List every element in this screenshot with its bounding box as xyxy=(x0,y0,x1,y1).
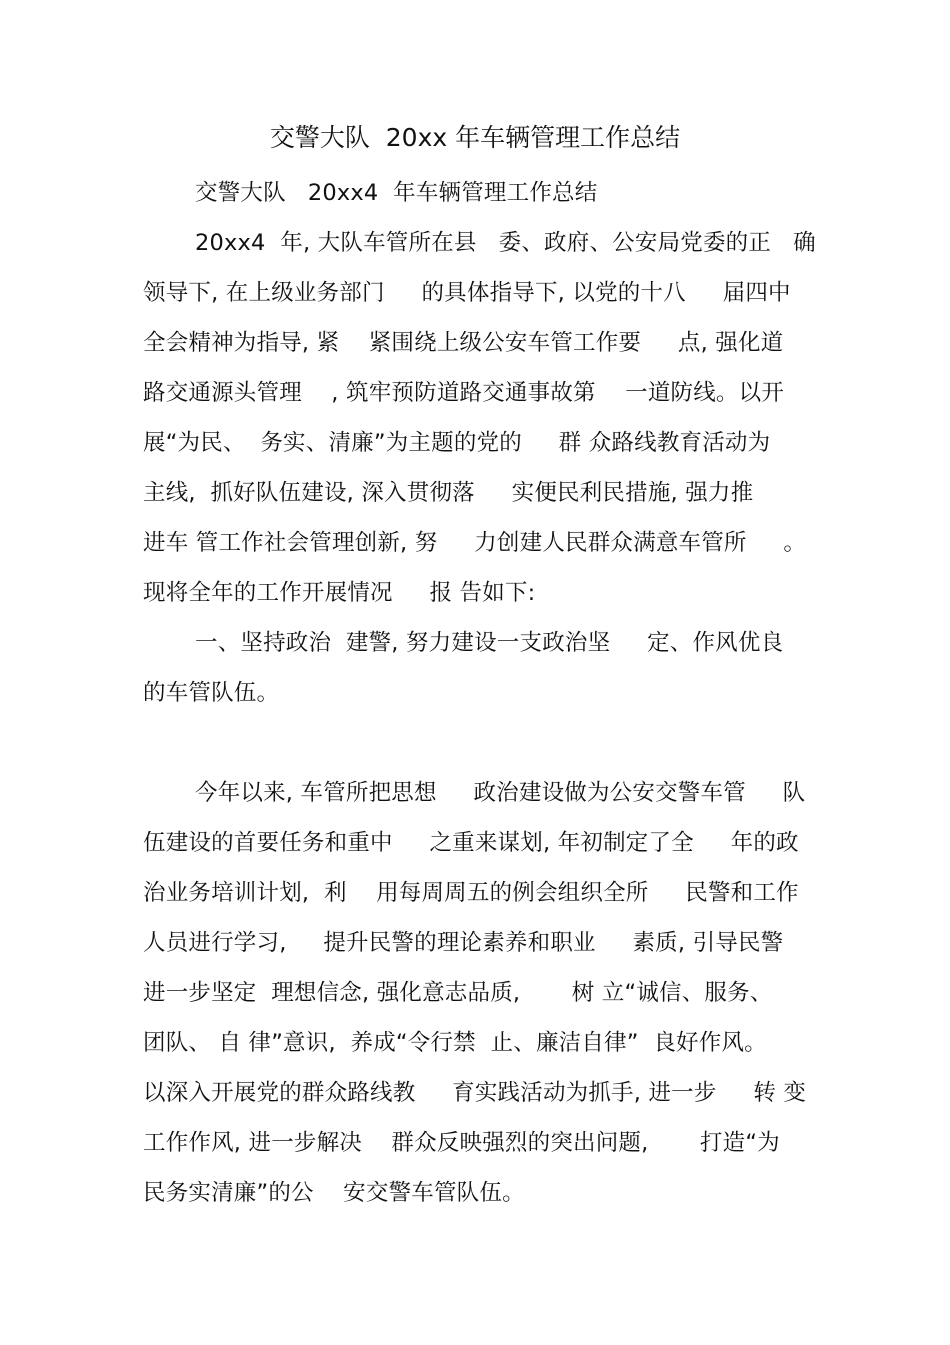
body-line: 一、坚持政治 建警, 努力建设一支政治坚 定、作风优良 xyxy=(195,630,784,656)
body-line: 的车管队伍。 xyxy=(143,680,280,706)
body-line: 20xx4 年, 大队车管所在县 委、政府、公安局党委的正 确 xyxy=(195,230,816,256)
body-line: 民务实清廉”的公 安交警车管队伍。 xyxy=(143,1180,525,1206)
body-line: 全会精神为指导, 紧 紧围绕上级公安车管工作要 点, 强化道 xyxy=(143,330,784,356)
body-line: 伍建设的首要任务和重中 之重来谋划, 年初制定了全 年的政 xyxy=(143,830,799,856)
body-line: 交警大队 20xx4 年车辆管理工作总结 xyxy=(195,180,598,206)
body-line: 路交通源头管理 , 筑牢预防道路交通事故第 一道防线。以开 xyxy=(143,380,785,406)
body-line: 现将全年的工作开展情况 报 告如下: xyxy=(143,580,536,606)
body-line: 进车 管工作社会管理创新, 努 力创建人民群众满意车管所 。 xyxy=(143,530,807,556)
body-line: 领导下, 在上级业务部门 的具体指导下, 以党的十八 届四中 xyxy=(143,280,791,306)
body-line: 今年以来, 车管所把思想 政治建设做为公安交警车管 队 xyxy=(195,780,806,806)
body-line: 以深入开展党的群众路线教 育实践活动为抓手, 进一步 转 变 xyxy=(143,1080,807,1106)
body-line: 团队、 自 律”意识, 养成“令行禁 止、廉洁自律” 良好作风。 xyxy=(143,1030,767,1056)
body-line: 展“为民、 务实、清廉”为主题的党的 群 众路线教育活动为 xyxy=(143,430,771,456)
body-line: 主线, 抓好队伍建设, 深入贯彻落 实便民利民措施, 强力推 xyxy=(143,480,754,506)
body-line: 进一步坚定 理想信念, 强化意志品质, 树 立“诚信、服务、 xyxy=(143,980,773,1006)
body-line: 治业务培训计划, 利 用每周周五的例会组织全所 民警和工作 xyxy=(143,880,799,906)
document-title: 交警大队 20xx 年车辆管理工作总结 xyxy=(269,123,681,152)
body-line: 工作作风, 进一步解决 群众反映强烈的突出问题, 打造“为 xyxy=(143,1130,780,1156)
body-line: 人员进行学习, 提升民警的理论素养和职业 素质, 引导民警 xyxy=(143,930,784,956)
